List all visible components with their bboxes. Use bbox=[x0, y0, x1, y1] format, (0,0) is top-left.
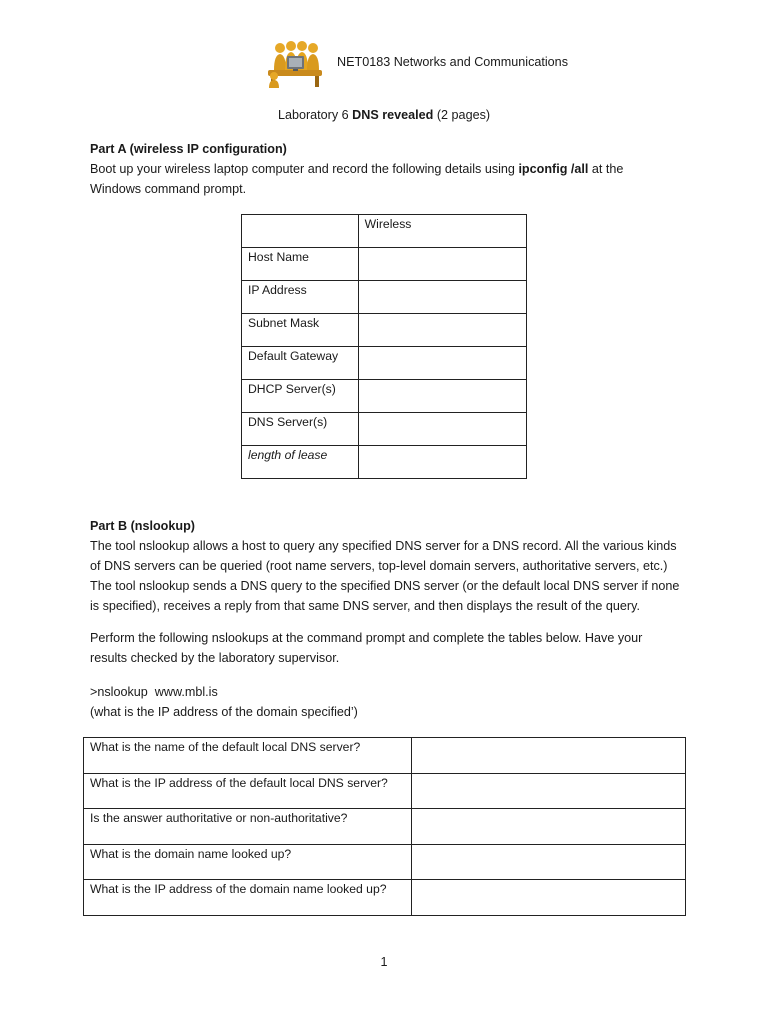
answer-default-dns-ip-cell[interactable] bbox=[411, 773, 685, 809]
all-switch: all bbox=[574, 162, 589, 176]
nslookup-command: >nslookup www.mbl.is bbox=[90, 685, 218, 699]
row-label-dns-servers: DNS Server(s) bbox=[242, 413, 359, 446]
lab-title-suffix: (2 pages) bbox=[433, 108, 491, 122]
part-a-heading: Part A (wireless IP configuration) bbox=[90, 142, 287, 156]
table-row bbox=[84, 880, 686, 916]
table-row bbox=[242, 347, 527, 380]
wireless-column-header: Wireless bbox=[358, 215, 526, 248]
row-label-dhcp-servers: DHCP Server(s) bbox=[242, 380, 359, 413]
part-b-section bbox=[90, 516, 690, 616]
part-a-instruction-line-1 bbox=[90, 159, 690, 179]
answer-authoritative-cell[interactable] bbox=[411, 809, 685, 845]
nslookup-results-table bbox=[83, 737, 686, 916]
host-name-value-cell[interactable] bbox=[358, 248, 526, 281]
part-b-heading: Part B (nslookup) bbox=[90, 519, 195, 533]
ip-address-value-cell[interactable] bbox=[358, 281, 526, 314]
row-label-default-gateway: Default Gateway bbox=[242, 347, 359, 380]
table-row bbox=[242, 446, 527, 479]
table-row bbox=[84, 738, 686, 774]
lab-title-prefix: Laboratory 6 bbox=[277, 108, 353, 122]
question-default-dns-name: What is the name of the default local DNS server? bbox=[84, 738, 412, 774]
part-a-instruction-text: Boot up your wireless laptop computer and record the following details using bbox=[90, 162, 519, 176]
part-b-paragraph-2-line-1: Perform the following nslookups at the command prompt and complete the tables below. Have your bbox=[90, 631, 643, 645]
question-domain-name: What is the domain name looked up? bbox=[84, 844, 412, 880]
lab-title-bold: DNS revealed bbox=[352, 108, 434, 122]
dns-servers-value-cell[interactable] bbox=[358, 413, 526, 446]
subnet-mask-value-cell[interactable] bbox=[358, 314, 526, 347]
people-around-computer-logo-icon bbox=[266, 40, 324, 88]
part-b-paragraph-1-line-2: of DNS servers can be queried (root name servers, top-level domain servers, authoritative servers, etc.) bbox=[90, 559, 668, 573]
table-row bbox=[242, 281, 527, 314]
dhcp-servers-value-cell[interactable] bbox=[358, 380, 526, 413]
row-label-subnet-mask: Subnet Mask bbox=[242, 314, 359, 347]
ipconfig-command: ipconfig bbox=[518, 162, 568, 176]
part-a-section bbox=[90, 139, 690, 199]
document-header bbox=[266, 40, 568, 88]
question-domain-ip: What is the IP address of the domain name looked up? bbox=[84, 880, 412, 916]
nslookup-command-block bbox=[90, 682, 690, 722]
command-separator: / bbox=[567, 162, 575, 176]
part-a-instruction-line-2: Windows command prompt. bbox=[90, 182, 247, 196]
part-b-paragraph-1-line-1: The tool nslookup allows a host to query any specified DNS server for a DNS record. All the various kinds bbox=[90, 539, 677, 553]
row-label-length-of-lease: length of lease bbox=[242, 446, 359, 479]
table-header-row bbox=[242, 215, 527, 248]
question-default-dns-ip: What is the IP address of the default local DNS server? bbox=[84, 773, 412, 809]
answer-domain-ip-cell[interactable] bbox=[411, 880, 685, 916]
table-row bbox=[84, 773, 686, 809]
table-row bbox=[242, 380, 527, 413]
page-number: 1 bbox=[380, 955, 388, 969]
part-b-paragraph-2-line-2: results checked by the laboratory supervisor. bbox=[90, 651, 340, 665]
answer-default-dns-name-cell[interactable] bbox=[411, 738, 685, 774]
answer-domain-name-cell[interactable] bbox=[411, 844, 685, 880]
question-authoritative: Is the answer authoritative or non-authoritative? bbox=[84, 809, 412, 845]
table-corner-cell bbox=[242, 215, 359, 248]
table-row bbox=[242, 413, 527, 446]
table-row bbox=[84, 844, 686, 880]
row-label-host-name: Host Name bbox=[242, 248, 359, 281]
part-b-paragraph-1-line-4: is specified), receives a reply from that same DNS server, and then displays the result of the query. bbox=[90, 599, 640, 613]
nslookup-command-note: (what is the IP address of the domain specified’) bbox=[90, 705, 358, 719]
part-a-instruction-tail: at the bbox=[588, 162, 624, 176]
table-row bbox=[242, 314, 527, 347]
table-row bbox=[84, 809, 686, 845]
row-label-ip-address: IP Address bbox=[242, 281, 359, 314]
course-title: NET0183 Networks and Communications bbox=[337, 55, 568, 69]
lab-title bbox=[0, 108, 768, 122]
default-gateway-value-cell[interactable] bbox=[358, 347, 526, 380]
part-b-paragraph-2 bbox=[90, 628, 690, 668]
length-of-lease-value-cell[interactable] bbox=[358, 446, 526, 479]
table-row bbox=[242, 248, 527, 281]
wireless-config-table bbox=[241, 214, 527, 479]
part-b-paragraph-1-line-3: The tool nslookup sends a DNS query to the specified DNS server (or the default local DNS server if none bbox=[90, 579, 680, 593]
